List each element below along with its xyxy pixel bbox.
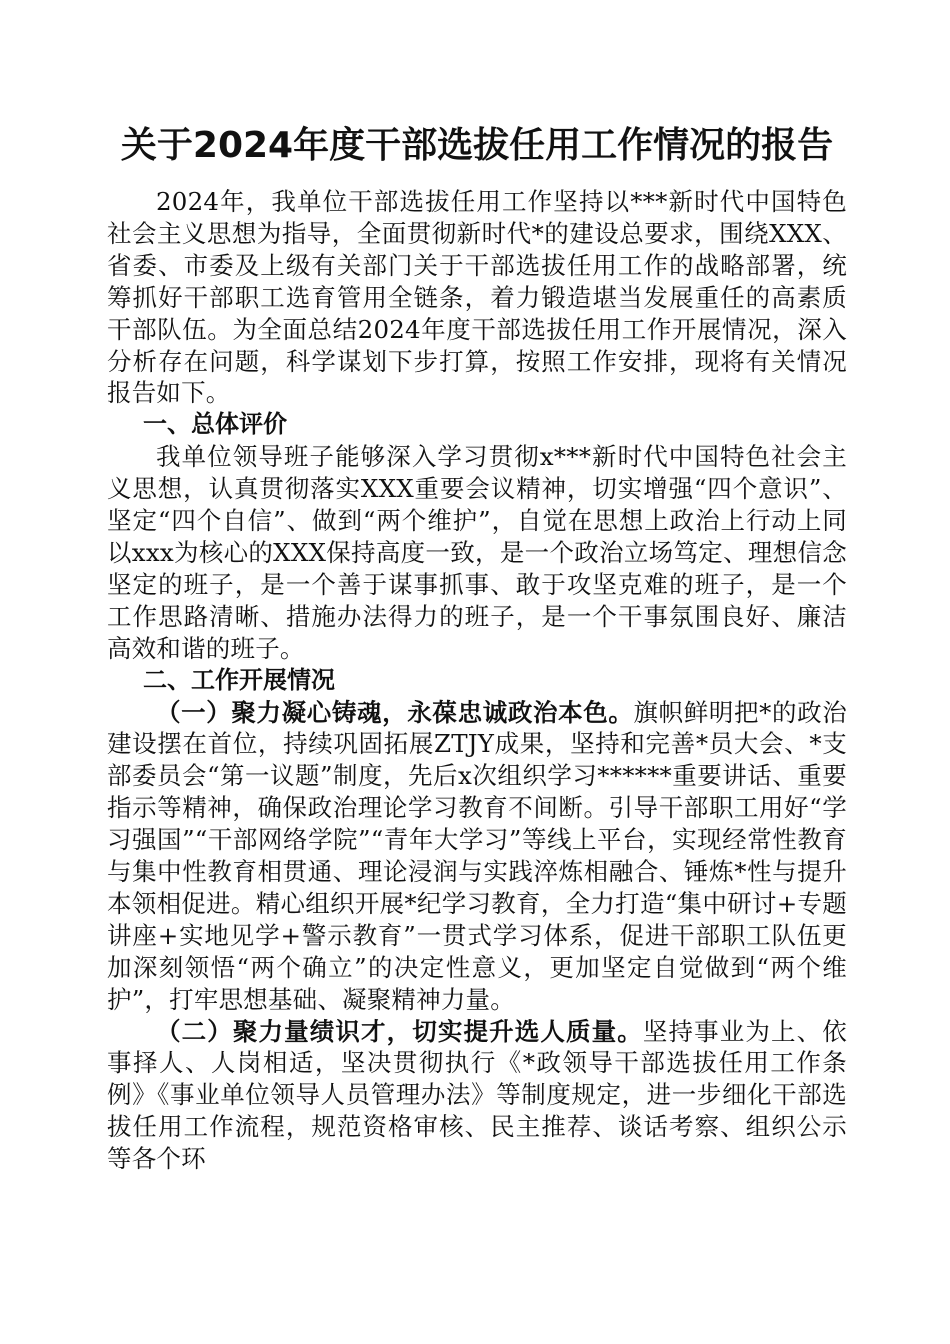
intro-paragraph: 2024年，我单位干部选拔任用工作坚持以***新时代中国特色社会主义思想为指导，全面贯彻新时代*的建设总要求，围绕XXX、省委、市委及上级有关部门关于干部选拔任用工作的战略部署，统筹抓好干部职工选育管用全链条，着力锻造堪当发展重任的高素质干部队伍。为全面总结2024年度干部选拔任用工作开展情况，深入分析存在问题，科学谋划下步打算，按照工作安排，现将有关情况报告如下。 bbox=[107, 187, 847, 408]
work-item-2-body: 坚持事业为上、依事择人、人岗相适，坚决贯彻执行《*政领导干部选拔任用工作条例》《事业单位领导人员管理办法》等制度规定，进一步细化干部选拔任用工作流程，规范资格审核、民主推荐、谈话考察、组织公示等各个环 bbox=[107, 1016, 847, 1174]
work-item-1-paragraph bbox=[107, 697, 847, 1016]
work-item-2-paragraph bbox=[107, 1016, 847, 1176]
work-item-1-lead: （一）聚力凝心铸魂，永葆忠诚政治本色。 bbox=[156, 697, 634, 727]
work-item-1-body: 旗帜鲜明把*的政治建设摆在首位，持续巩固拓展ZTJY成果，坚持和完善*员大会、*支部委员会“第一议题”制度，先后x次组织学习******重要讲话、重要指示等精神，确保政治理论学习教育不间断。引导干部职工用好“学习强国”“干部网络学院”“青年大学习”等线上平台，实现经常性教育与集中性教育相贯通、理论浸润与实践淬炼相融合、锤炼*性与提升本领相促进。精心组织开展*纪学习教育，全力打造“集中研讨+专题讲座+实地见学+警示教育”一贯式学习体系，促进干部职工队伍更加深刻领悟“两个确立”的决定性意义，更加坚定自觉做到“两个维护”，打牢思想基础、凝聚精神力量。 bbox=[107, 697, 847, 1014]
document-title: 关于2024年度干部选拔任用工作情况的报告 bbox=[120, 125, 834, 166]
work-item-2-lead: （二）聚力量绩识才，切实提升选人质量。 bbox=[156, 1016, 643, 1046]
section-heading-overall-evaluation: 一、总体评价 bbox=[143, 410, 287, 439]
overall-evaluation-paragraph: 我单位领导班子能够深入学习贯彻x***新时代中国特色社会主义思想，认真贯彻落实XXX重要会议精神，切实增强“四个意识”、坚定“四个自信”、做到“两个维护”，自觉在思想上政治上行动上同以xxx为核心的XXX保持高度一致，是一个政治立场笃定、理想信念坚定的班子，是一个善于谋事抓事、敢于攻坚克难的班子，是一个工作思路清晰、措施办法得力的班子，是一个干事氛围良好、廉洁高效和谐的班子。 bbox=[107, 442, 847, 663]
section-heading-work-progress: 二、工作开展情况 bbox=[143, 665, 335, 694]
document-page bbox=[107, 118, 847, 1175]
